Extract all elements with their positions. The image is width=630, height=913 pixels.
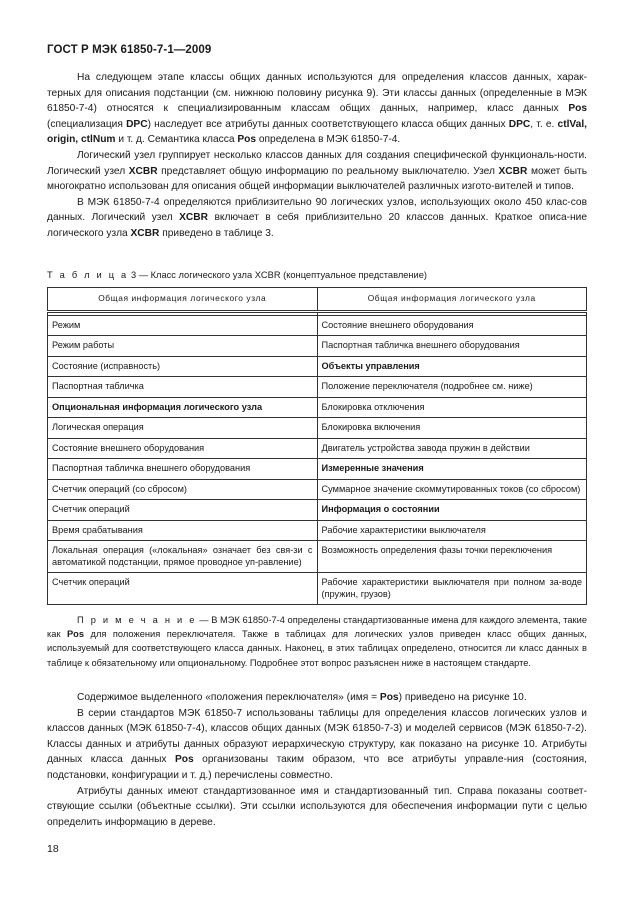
table-cell-left: Счетчик операций: [48, 573, 318, 605]
table-row: [48, 520, 587, 541]
table-note: [47, 613, 587, 670]
paragraph-5: В серии стандартов МЭК 61850-7 использованы таблицы для определения классов логических узлов и классов данных (МЭК 61850-7-4), классов общих данных (МЭК 61850-7-3) и моделей сервисов (МЭК 61850-7-2). Классы данных и атрибуты данных образуют иерархическую структуру, как показано на рисунке 10. Атрибуты данных класса данных Pos организованы таким образом, что все атрибуты управле-ния (состояния, подстановки, конфигурации и т. д.) перечислены совместно.: [47, 707, 587, 781]
table-cell-right: Паспортная табличка внешнего оборудования: [317, 336, 587, 357]
intro-text: [47, 70, 587, 242]
table-cell-left: Счетчик операций (со сбросом): [48, 479, 318, 500]
table-cell-right: Двигатель устройства завода пружин в действии: [317, 438, 587, 459]
table-cell-right: Блокировка включения: [317, 418, 587, 439]
column-header-right: Общая информация логического узла: [317, 288, 587, 312]
table-row: [48, 377, 587, 398]
table-row: [48, 356, 587, 377]
table-cell-left: Счетчик операций: [48, 500, 318, 521]
column-header-left: Общая информация логического узла: [48, 288, 318, 312]
page-number: 18: [47, 843, 59, 855]
table-cell-left: Время срабатывания: [48, 520, 318, 541]
paragraph-4: Содержимое выделенного «положения переключателя» (имя = Pos) приведено на рисунке 10.: [77, 692, 527, 703]
note-paragraph: П р и м е ч а н и е — В МЭК 61850-7-4 определены стандартизованные имена для каждого элемента, такие как Pos для положения переключателя. Также в таблицах для логических узлов приведен класс общих данных, используемый для соответствующего класса данных. Наконец, в этих таблицах определено, относится ли класс данных в таблице к обязательному или опциональному. Подробнее этот вопрос разъяснен ниже в настоящем стандарте.: [47, 615, 587, 668]
table-cell-left: Режим работы: [48, 336, 318, 357]
table-cell-left: Режим: [48, 315, 318, 336]
table-cell-left: Логическая операция: [48, 418, 318, 439]
table-cell-left: Паспортная табличка: [48, 377, 318, 398]
table-row: [48, 459, 587, 480]
paragraph-6: Атрибуты данных имеют стандартизованное имя и стандартизованный тип. Справа показаны соответ-ствующие ссылки (объектные ссылки). Эти ссылки используются для обеспечения информации пути с целью определить информацию в дереве.: [47, 785, 587, 828]
table-cell-right: Измеренные значения: [317, 459, 587, 480]
table-cell-right: Возможность определения фазы точки переключения: [317, 541, 587, 573]
table-body: [48, 311, 587, 605]
table-row: [48, 500, 587, 521]
table-cell-right: Состояние внешнего оборудования: [317, 315, 587, 336]
xcbr-table: [47, 287, 587, 605]
table-cell-right: Блокировка отключения: [317, 397, 587, 418]
paragraph-1: На следующем этапе классы общих данных используются для определения классов данных, харак-терных для описания подстанции (см. нижнюю половину рисунка 9). Эти классы данных (определенные в МЭК 61850-7-4) относятся к специализированным классам общих данных, например, класс данных Pos (специализация DPC) наследует все атрибуты данных соответствующего класса общих данных DPC, т. е. ctlVal, origin, ctlNum и т. д. Семантика класса Pos определена в МЭК 61850-7-4.: [47, 72, 587, 146]
paragraph-3: В МЭК 61850-7-4 определяются приблизительно 90 логических узлов, использующих около 450 клас-сов данных. Логический узел XCBR включает в себя приблизительно 20 классов данных. Краткое описа-ние логического узла XCBR приведено в таблице 3.: [47, 196, 587, 239]
table-cell-left: Локальная операция («локальная» означает без свя-зи с автоматикой подстанции, прямое проводное уп-равление): [48, 541, 318, 573]
table-row: [48, 315, 587, 336]
table-caption: Т а б л и ц а 3 — Класс логического узла XCBR (концептуальное представление): [47, 270, 428, 280]
table-cell-right: Положение переключателя (подробнее см. ниже): [317, 377, 587, 398]
table-row: [48, 418, 587, 439]
table-row: [48, 336, 587, 357]
table-row: [48, 438, 587, 459]
paragraph-2: Логический узел группирует несколько классов данных для создания специфической функциональ-ности. Логический узел XCBR представляет общую информацию по реальному выключателю. Узел XCBR может быть многократно использован для описания общей информации выключателей различных изгото-вителей и типов.: [47, 149, 587, 193]
closing-text: [47, 690, 587, 830]
table-cell-right: Суммарное значение скоммутированных токов (со сбросом): [317, 479, 587, 500]
table-cell-left: Паспортная табличка внешнего оборудования: [48, 459, 318, 480]
table-row: [48, 541, 587, 573]
table-cell-left: Опциональная информация логического узла: [48, 397, 318, 418]
table-cell-right: Рабочие характеристики выключателя: [317, 520, 587, 541]
table-cell-right: Информация о состоянии: [317, 500, 587, 521]
table-row: [48, 397, 587, 418]
table-row: [48, 573, 587, 605]
table-cell-right: Рабочие характеристики выключателя при полном за-воде (пружин, грузов): [317, 573, 587, 605]
table-cell-left: Состояние (исправность): [48, 356, 318, 377]
table-cell-right: Объекты управления: [317, 356, 587, 377]
page-header: ГОСТ Р МЭК 61850-7-1—2009: [47, 44, 212, 56]
table-row: [48, 479, 587, 500]
table-cell-left: Состояние внешнего оборудования: [48, 438, 318, 459]
